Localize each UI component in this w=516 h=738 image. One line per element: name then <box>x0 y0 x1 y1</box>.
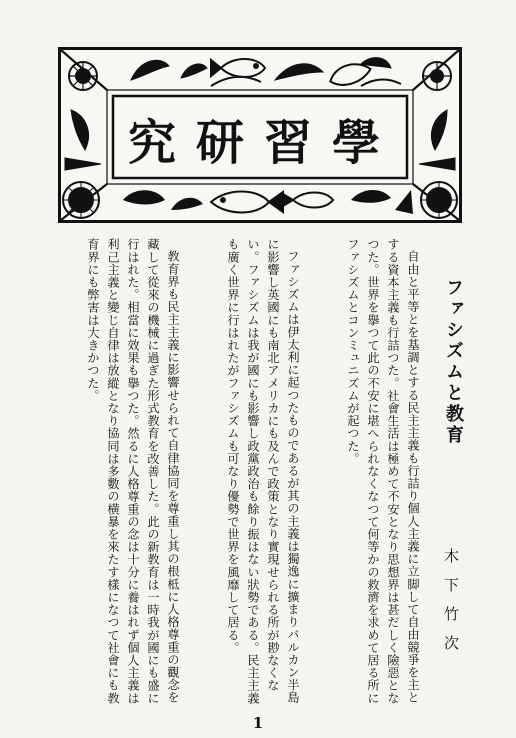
paragraph-line: に影響し英國にも南北アメリカにも及んで政策となり實現せられる所が尠なくな <box>266 238 280 692</box>
sunburst-icon <box>421 182 457 218</box>
rosette-icon <box>69 62 97 90</box>
paragraph-line: い。ファシズムは我が國にも影響し政黨政治も餘り振はない狀勢である。民主主義 <box>246 238 260 705</box>
paragraph-line: ファシズムは伊太利に起つたものであるが其の主義は獨逸に擴まりバルカン半島 <box>286 250 300 704</box>
paragraph-line: 教育界も民主主義に影響せられて自律協同を尊重し其の根柢に人格尊重の觀念を <box>166 250 180 704</box>
page-number: 1 <box>252 714 264 732</box>
rosette-icon <box>423 62 451 90</box>
article-title: ファシズムと教育 <box>443 278 464 446</box>
paragraph-line: 育界にも弊害は大きかつた。 <box>86 238 100 402</box>
article-author: 木下竹次 <box>442 548 460 664</box>
header-banner <box>58 47 462 223</box>
paragraph-line: 藏して從來の機械に過ぎた形式教育を改善した。此の新教育は一時我が國にも盛に <box>146 238 160 705</box>
paragraph-line: 利己主義と變じ自律は放縱となり協同は多數の横暴を來たす樣になつて社會にも教 <box>106 238 120 705</box>
paragraph-line: 行はれた。相當に效果も擧つた。然るに人格尊重の念は十分に養はれず個人主義は <box>126 238 140 705</box>
paragraph-line: つた。世界を擧つて此の不安に堪へられなくなつて何等かの救濟を求めて居る所に <box>366 238 380 705</box>
paragraph-line: ファシズムとコンミュニズムが起つた。 <box>346 238 360 465</box>
title-plate <box>121 102 407 174</box>
fish-icon <box>211 192 333 213</box>
paragraph-line: する資本主義も行詰つた。社會生活は極めて不安となり思想界は甚だしく險惡とな <box>386 238 400 705</box>
magazine-title: 學習研究 <box>127 114 400 171</box>
paragraph-line: も廣く世界に行はれたがファシズムも可なり優勢で世界を風靡して居る。 <box>226 238 240 654</box>
sunburst-icon <box>63 182 99 218</box>
paragraph-line: 自由と平等とを基調とする民主主義も行詰り個人主義に立脚して自由競爭を主と <box>406 250 420 704</box>
